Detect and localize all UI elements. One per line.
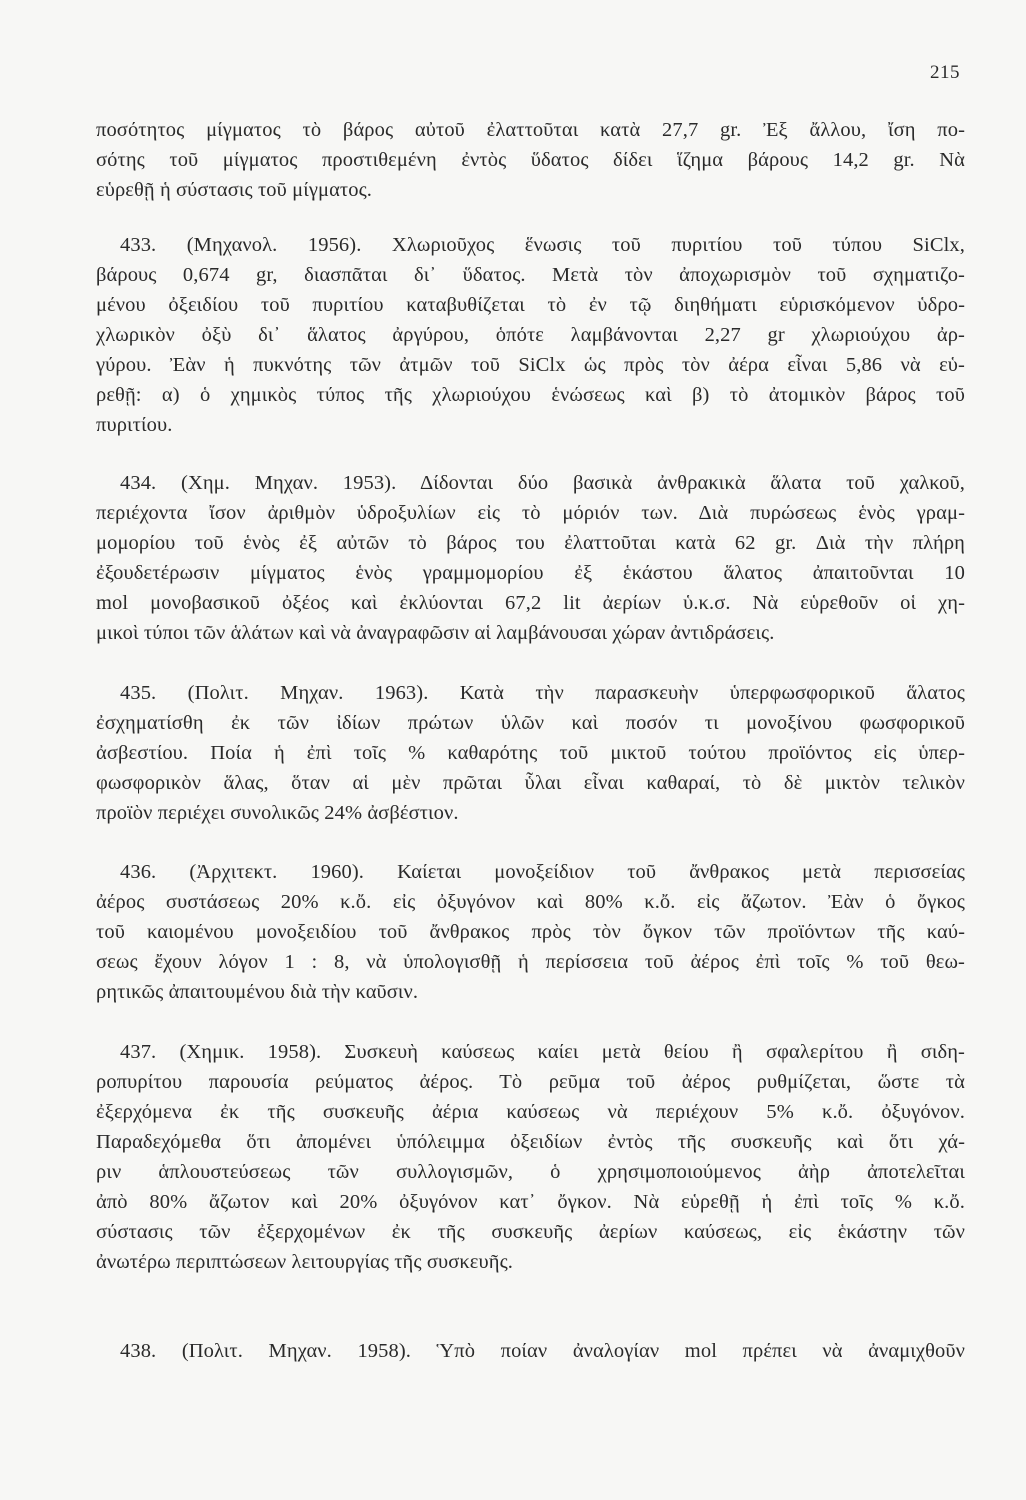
text-line: σύστασις τῶν ἐξερχομένων ἐκ τῆς συσκευῆς ἀερίων καύσεως, εἰς ἑκάστην τῶν xyxy=(96,1221,965,1243)
text-line: φωσφορικὸν ἅλας, ὅταν αἱ μὲν πρῶται ὗλαι εἶναι καθαραί, τὸ δὲ μικτὸν τελικὸν xyxy=(96,772,965,794)
problem-438 xyxy=(96,1336,965,1366)
text-line: ἀσβεστίου. Ποία ἡ ἐπὶ τοῖς % καθαρότης τοῦ μικτοῦ τούτου προϊόντος εἰς ὑπερ- xyxy=(96,742,965,764)
text-line: ρητικῶς ἀπαιτουμένου διὰ τὴν καῦσιν. xyxy=(96,981,419,1003)
text-line: ριν ἁπλουστεύσεως τῶν συλλογισμῶν, ὁ χρησιμοποιούμενος ἀὴρ ἀποτελεῖται xyxy=(96,1161,965,1183)
paragraph-continuation xyxy=(96,115,965,205)
text-line: Παραδεχόμεθα ὅτι ἀπομένει ὑπόλειμμα ὀξειδίων ἐντὸς τῆς συσκευῆς καὶ ὅτι χά- xyxy=(96,1131,965,1153)
problem-434 xyxy=(96,468,965,648)
text-line: 436. (Ἀρχιτεκτ. 1960). Καίεται μονοξείδιον τοῦ ἄνθρακος μετὰ περισσείας xyxy=(120,861,965,883)
text-line: mol μονοβασικοῦ ὀξέος καὶ ἐκλύονται 67,2 lit ἀερίων ὑ.κ.σ. Νὰ εὑρεθοῦν οἱ χη- xyxy=(96,592,965,614)
text-line: ἀέρος συστάσεως 20% κ.ὄ. εἰς ὀξυγόνον καὶ 80% κ.ὄ. εἰς ἄζωτον. Ἐὰν ὁ ὄγκος xyxy=(96,891,965,913)
text-line: ἀπὸ 80% ἄζωτον καὶ 20% ὀξυγόνον κατ᾿ ὄγκον. Νὰ εὑρεθῇ ἡ ἐπὶ τοῖς % κ.ὄ. xyxy=(96,1191,965,1213)
text-line: μένου ὀξειδίου τοῦ πυριτίου καταβυθίζεται τὸ ἐν τῷ διηθήματι εὑρισκόμενον ὑδρο- xyxy=(96,294,965,316)
page-number: 215 xyxy=(930,62,960,83)
text-line: εὑρεθῇ ἡ σύστασις τοῦ μίγματος. xyxy=(96,179,373,201)
text-line: τοῦ καιομένου μονοξειδίου τοῦ ἄνθρακος πρὸς τὸν ὄγκον τῶν προϊόντων τῆς καύ- xyxy=(96,921,965,943)
text-line: γύρου. Ἐὰν ἡ πυκνότης τῶν ἀτμῶν τοῦ SiClx ὡς πρὸς τὸν ἀέρα εἶναι 5,86 νὰ εὑ- xyxy=(96,354,965,376)
text-line: ἐσχηματίσθη ἐκ τῶν ἰδίων πρώτων ὑλῶν καὶ ποσόν τι μονοξίνου φωσφορικοῦ xyxy=(96,712,965,734)
text-line: βάρους 0,674 gr, διασπᾶται δι᾿ ὕδατος. Μετὰ τὸν ἀποχωρισμὸν τοῦ σχηματιζο- xyxy=(96,264,965,286)
text-line: μικοὶ τύποι τῶν ἁλάτων καὶ νὰ ἀναγραφῶσιν αἱ λαμβάνουσαι χώραν ἀντιδράσεις. xyxy=(96,622,775,644)
text-line: 435. (Πολιτ. Μηχαν. 1963). Κατὰ τὴν παρασκευὴν ὑπερφωσφορικοῦ ἅλατος xyxy=(120,682,965,704)
text-line: ποσότητος μίγματος τὸ βάρος αὐτοῦ ἐλαττοῦται κατὰ 27,7 gr. Ἐξ ἄλλου, ἴση πο- xyxy=(96,119,965,141)
problem-436 xyxy=(96,857,965,1007)
text-line: σότης τοῦ μίγματος προστιθεμένη ἐντὸς ὕδατος δίδει ἵζημα βάρους 14,2 gr. Νὰ xyxy=(96,149,965,171)
text-line: ρεθῇ: α) ὁ χημικὸς τύπος τῆς χλωριούχου ἑνώσεως καὶ β) τὸ ἀτομικὸν βάρος τοῦ xyxy=(96,384,965,406)
problem-433 xyxy=(96,230,965,440)
text-line: 438. (Πολιτ. Μηχαν. 1958). Ὑπὸ ποίαν ἀναλογίαν mol πρέπει νὰ ἀναμιχθοῦν xyxy=(120,1340,965,1362)
problem-437 xyxy=(96,1037,965,1277)
text-line: ἐξερχόμενα ἐκ τῆς συσκευῆς ἀέρια καύσεως νὰ περιέχουν 5% κ.ὄ. ὀξυγόνον. xyxy=(96,1101,965,1123)
text-line: χλωρικὸν ὀξὺ δι᾿ ἅλατος ἀργύρου, ὁπότε λαμβάνονται 2,27 gr χλωριούχου ἀρ- xyxy=(96,324,965,346)
text-line: προϊὸν περιέχει συνολικῶς 24% ἀσβέστιον. xyxy=(96,802,459,824)
text-line: μομορίου τοῦ ἑνὸς ἐξ αὐτῶν τὸ βάρος του ἐλαττοῦται κατὰ 62 gr. Διὰ τὴν πλήρη xyxy=(96,532,965,554)
text-line: 433. (Μηχανολ. 1956). Χλωριοῦχος ἕνωσις τοῦ πυριτίου τοῦ τύπου SiClx, xyxy=(120,234,965,256)
text-line: 437. (Χημικ. 1958). Συσκευὴ καύσεως καίει μετὰ θείου ἢ σφαλερίτου ἢ σιδη- xyxy=(120,1041,965,1063)
text-line: σεως ἔχουν λόγον 1 : 8, νὰ ὑπολογισθῇ ἡ περίσσεια τοῦ ἀέρος ἐπὶ τοῖς % τοῦ θεω- xyxy=(96,951,965,973)
text-line: ἀνωτέρω περιπτώσεων λειτουργίας τῆς συσκευῆς. xyxy=(96,1251,514,1273)
text-line: ἐξουδετέρωσιν μίγματος ἑνὸς γραμμομορίου ἐξ ἑκάστου ἅλατος ἀπαιτοῦνται 10 xyxy=(96,562,965,584)
text-line: περιέχοντα ἴσον ἀριθμὸν ὑδροξυλίων εἰς τὸ μόριόν των. Διὰ πυρώσεως ἑνὸς γραμ- xyxy=(96,502,965,524)
text-line: πυριτίου. xyxy=(96,414,173,436)
text-line: ροπυρίτου παρουσία ρεύματος ἀέρος. Τὸ ρεῦμα τοῦ ἀέρος ρυθμίζεται, ὥστε τὰ xyxy=(96,1071,965,1093)
text-line: 434. (Χημ. Μηχαν. 1953). Δίδονται δύο βασικὰ ἀνθρακικὰ ἅλατα τοῦ χαλκοῦ, xyxy=(120,472,965,494)
problem-435 xyxy=(96,678,965,828)
